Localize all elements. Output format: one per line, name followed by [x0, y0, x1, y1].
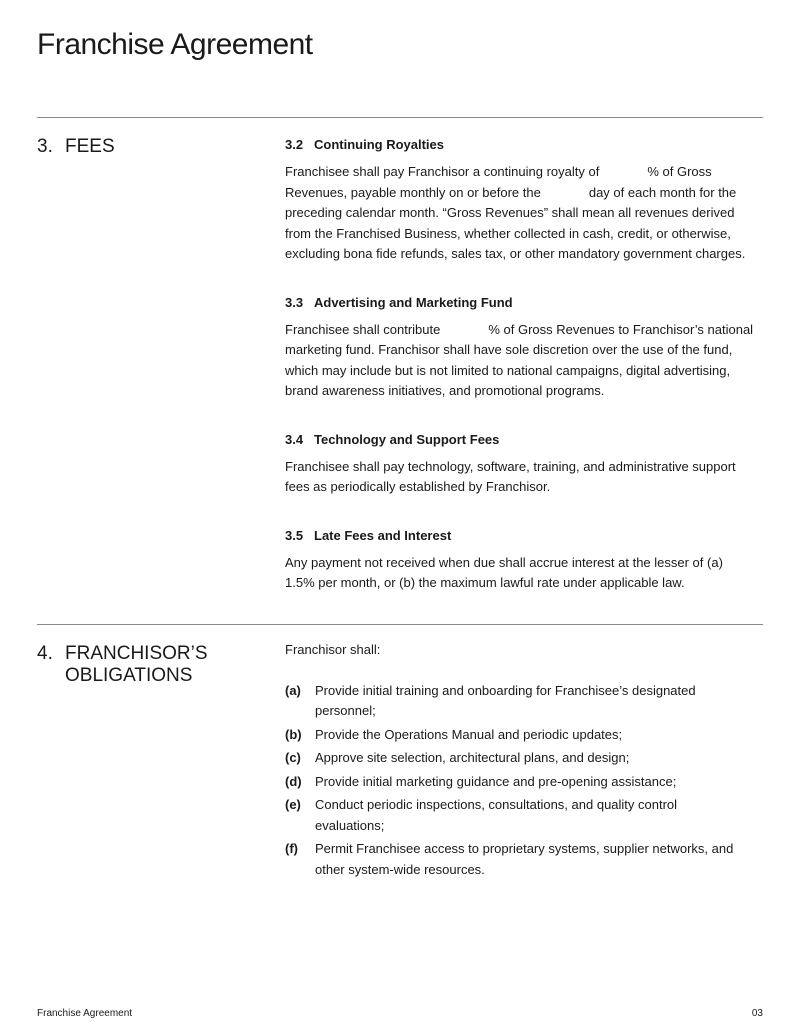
- item-label: (e): [285, 797, 301, 812]
- item-label: (c): [285, 750, 301, 765]
- fees-content: [285, 137, 765, 616]
- list-item: [285, 795, 765, 836]
- list-item: [285, 725, 765, 746]
- list-item: [285, 772, 765, 793]
- document-title: Franchise Agreement: [37, 28, 313, 61]
- clause-3-5: 3.5 Late Fees and Interest Any payment not received when due shall accrue interest at the lesser of (a) 1.5% per month, or (b) the maximum lawful rate under applicable law.: [285, 528, 765, 594]
- page-number: 03: [751, 1008, 763, 1019]
- clause-3-4: 3.4 Technology and Support Fees Franchisee shall pay technology, software, training, and administrative support fees as periodically established by Franchisor.: [285, 432, 765, 498]
- item-label: (d): [285, 773, 302, 789]
- item-label: (f): [285, 841, 298, 856]
- section-divider: [37, 117, 763, 118]
- clause-heading: 3.4 Technology and Support Fees: [285, 431, 500, 447]
- obligations-content: [285, 640, 765, 883]
- obligations-intro: Franchisor shall:: [285, 642, 381, 657]
- section-heading-obligations: 4. FRANCHISOR’S OBLIGATIONS: [37, 643, 208, 686]
- list-item: [285, 748, 765, 769]
- item-label: (b): [285, 726, 302, 742]
- section-number: 3.: [37, 136, 53, 157]
- section-heading-fees: [37, 136, 115, 158]
- list-item: [285, 681, 765, 722]
- section-divider: [37, 624, 763, 625]
- clause-3-3: 3.3 Advertising and Marketing Fund Franchisee shall contribute % of Gross Revenues to Franchisor’s national marketing fund. Franchisor shall have sole discretion over the use of the fund, which may include but is not limited to national campaigns, digital advertising, brand awareness initiatives, and promotional programs.: [285, 295, 765, 402]
- item-text: Provide the Operations Manual and periodic updates;: [315, 726, 623, 742]
- item-text: Conduct periodic inspections, consultations, and quality control evaluations;: [315, 797, 678, 833]
- clause-heading: 3.5 Late Fees and Interest: [285, 527, 452, 543]
- clause-heading: 3.2 Continuing Royalties: [285, 137, 444, 152]
- clause-heading: 3.3 Advertising and Marketing Fund: [285, 294, 513, 310]
- item-text: Provide initial marketing guidance and pre-opening assistance;: [315, 773, 677, 789]
- footer-title: Franchise Agreement: [37, 1008, 133, 1019]
- item-label: (a): [285, 682, 301, 698]
- obligations-list: [285, 681, 765, 881]
- item-text: Provide initial training and onboarding for Franchisee’s designated personnel;: [315, 682, 696, 718]
- clause-3-2: 3.2 Continuing Royalties Franchisee shall pay Franchisor a continuing royalty of % of Gross Revenues, payable monthly on or before the day of each month for the preceding calendar month. “Gross Revenues” shall mean all revenues derived from the Franchised Business, whether collected in cash, credit, or otherwise, excluding bona fide refunds, sales tax, or other mandatory government charges.: [285, 137, 765, 265]
- item-text: Permit Franchisee access to proprietary systems, supplier networks, and other system-wide resources.: [315, 841, 734, 877]
- list-item: [285, 839, 765, 880]
- item-text: Approve site selection, architectural plans, and design;: [315, 750, 630, 765]
- section-title: FEES: [65, 136, 115, 157]
